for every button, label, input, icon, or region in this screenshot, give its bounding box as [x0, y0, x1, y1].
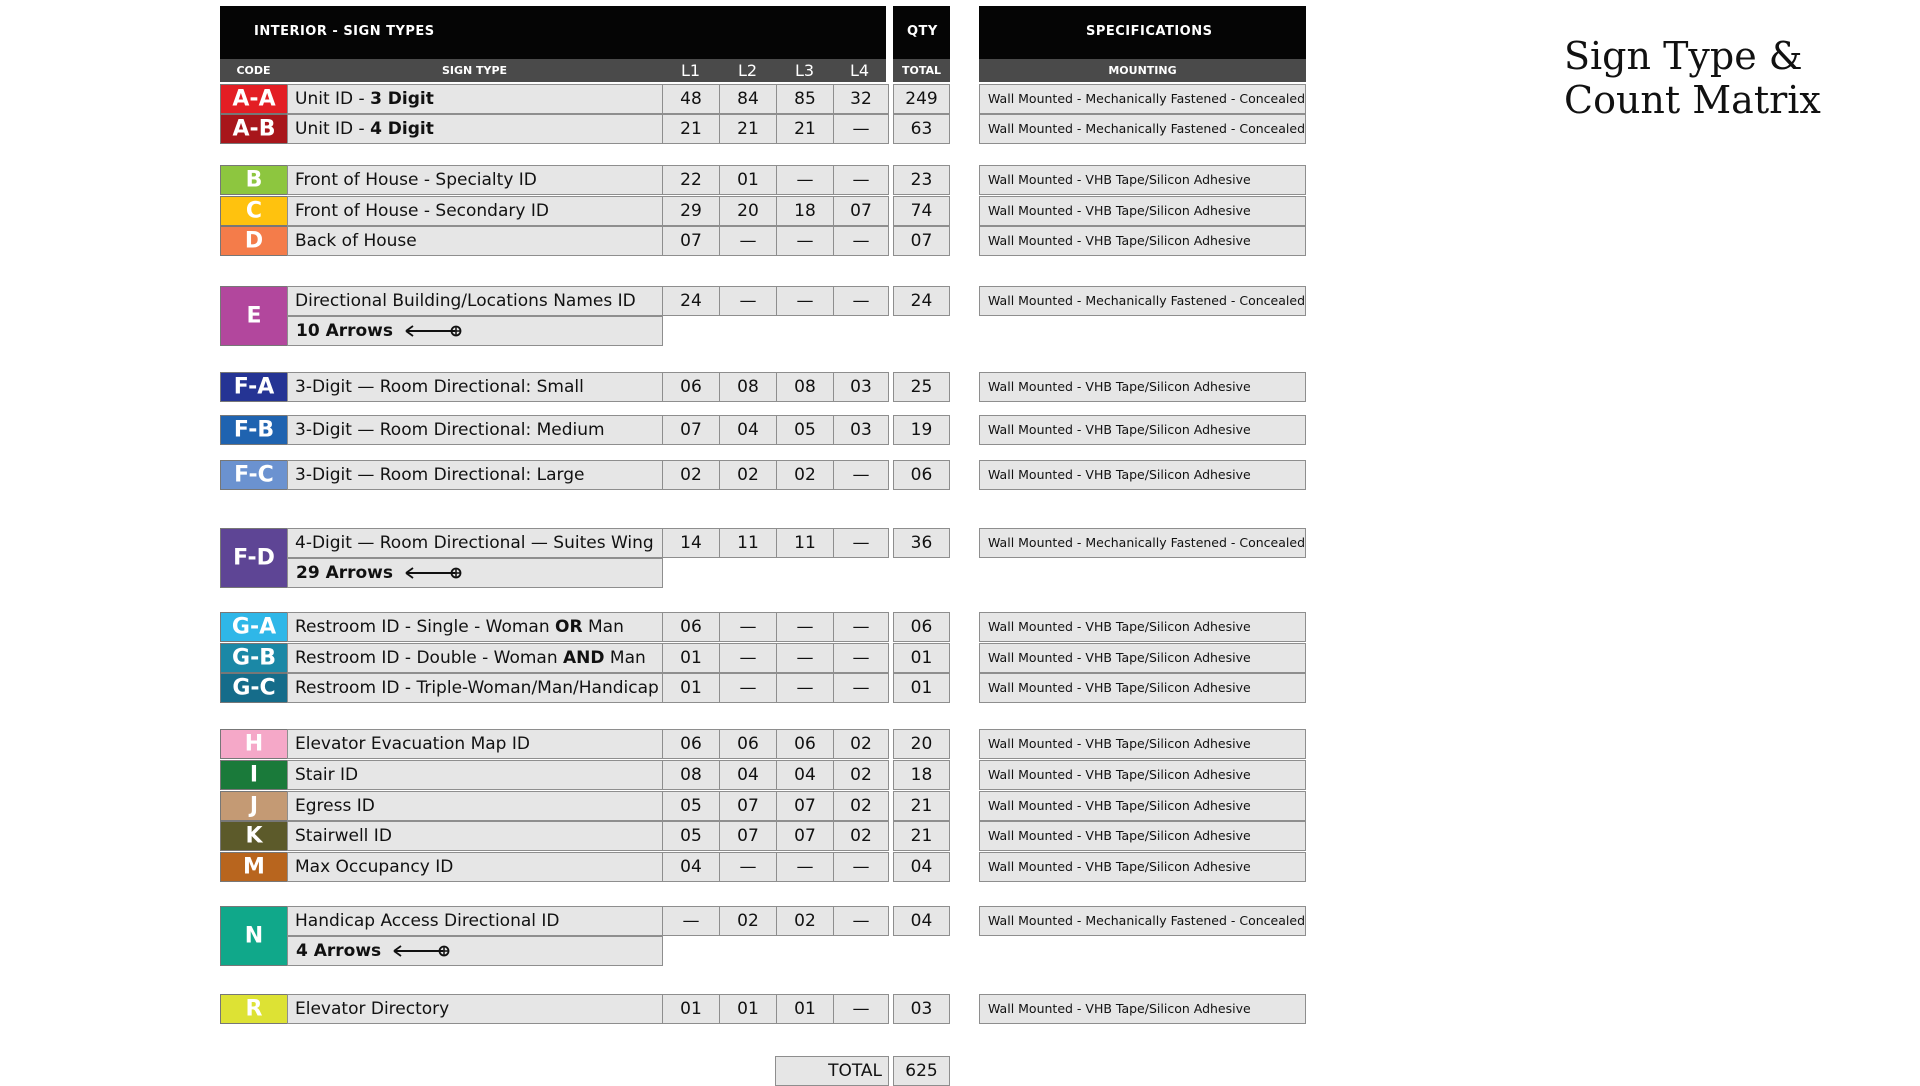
- level-count-l2: 02: [719, 906, 777, 936]
- sign-code-badge: [220, 165, 288, 195]
- sign-code-text: B: [245, 167, 263, 193]
- level-count-l2: —: [719, 612, 777, 642]
- sign-type-name-emphasis: 4 Digit: [370, 119, 434, 139]
- level-count-l2: 20: [719, 196, 777, 226]
- arrow-count-row: [287, 936, 663, 966]
- level-count-l1: 21: [662, 114, 720, 144]
- sign-code-text: G-B: [232, 645, 276, 671]
- sign-code-badge: [220, 994, 288, 1024]
- sign-code-badge: [220, 729, 288, 759]
- sign-type-name: [287, 643, 663, 673]
- sign-code-badge: [220, 643, 288, 673]
- sign-type-name: [287, 196, 663, 226]
- level-count-l4: —: [833, 460, 889, 490]
- level-count-l4: —: [833, 114, 889, 144]
- level-count-l4: 03: [833, 372, 889, 402]
- grand-total-label: TOTAL: [775, 1056, 889, 1086]
- mounting-spec: Wall Mounted - VHB Tape/Silicon Adhesive: [979, 821, 1306, 851]
- level-count-l2: 07: [719, 821, 777, 851]
- qty-header: [893, 6, 950, 60]
- sign-type-name: [287, 906, 663, 936]
- sign-code-badge: [220, 906, 288, 966]
- level-count-l3: 18: [776, 196, 834, 226]
- sign-type-name-text: 3-Digit — Room Directional: Small: [295, 377, 584, 397]
- mounting-spec: Wall Mounted - VHB Tape/Silicon Adhesive: [979, 415, 1306, 445]
- row-total: 24: [893, 286, 950, 316]
- col-l4: L4: [849, 61, 870, 80]
- mounting-spec: Wall Mounted - VHB Tape/Silicon Adhesive: [979, 791, 1306, 821]
- sign-type-name: [287, 994, 663, 1024]
- mounting-spec: Wall Mounted - VHB Tape/Silicon Adhesive: [979, 372, 1306, 402]
- sign-code-text: N: [244, 923, 264, 949]
- col-total: TOTAL: [901, 64, 942, 77]
- level-count-l1: 14: [662, 528, 720, 558]
- level-count-l1: 01: [662, 673, 720, 703]
- mounting-spec: Wall Mounted - VHB Tape/Silicon Adhesive: [979, 994, 1306, 1024]
- sign-code-badge: [220, 415, 288, 445]
- level-count-l4: 02: [833, 729, 889, 759]
- level-count-l1: 08: [662, 760, 720, 790]
- sign-type-name: [287, 114, 663, 144]
- sign-type-name: [287, 821, 663, 851]
- sign-type-name-text: Front of House - Secondary ID: [295, 201, 549, 221]
- specifications-header: [979, 6, 1306, 60]
- sign-code-text: I: [249, 762, 259, 788]
- level-count-l3: —: [776, 165, 834, 195]
- level-count-l3: 02: [776, 460, 834, 490]
- sign-type-name-text: Elevator Directory: [295, 999, 450, 1019]
- sign-code-text: C: [245, 198, 263, 224]
- sign-type-name-emphasis: OR: [555, 617, 583, 637]
- sign-type-name: [287, 673, 663, 703]
- page-title: [1564, 34, 1894, 122]
- sign-type-name: [287, 612, 663, 642]
- level-count-l1: 02: [662, 460, 720, 490]
- sign-type-name-text: Restroom ID - Double - Woman: [295, 648, 564, 668]
- sign-code-badge: [220, 286, 288, 346]
- col-mounting: MOUNTING: [1108, 64, 1177, 77]
- sign-code-badge: [220, 673, 288, 703]
- level-count-l4: 07: [833, 196, 889, 226]
- level-count-l4: —: [833, 673, 889, 703]
- level-count-l2: —: [719, 226, 777, 256]
- mounting-spec: Wall Mounted - VHB Tape/Silicon Adhesive: [979, 460, 1306, 490]
- sign-type-name-emphasis: AND: [563, 648, 605, 668]
- level-count-l4: —: [833, 906, 889, 936]
- level-count-l4: 32: [833, 84, 889, 114]
- level-count-l2: 06: [719, 729, 777, 759]
- sign-type-name-text: Unit ID -: [295, 89, 371, 109]
- level-count-l2: —: [719, 643, 777, 673]
- row-total: 04: [893, 906, 950, 936]
- row-total: 63: [893, 114, 950, 144]
- level-count-l2: 04: [719, 760, 777, 790]
- sign-type-name-text: Stairwell ID: [295, 826, 392, 846]
- sign-types-header: [220, 6, 886, 60]
- row-total: 06: [893, 460, 950, 490]
- grand-total-value: 625: [893, 1056, 950, 1086]
- mounting-spec: Wall Mounted - Mechanically Fastened - Concealed: [979, 114, 1306, 144]
- sign-code-text: F-D: [233, 545, 275, 571]
- level-count-l1: 04: [662, 852, 720, 882]
- level-count-l1: 22: [662, 165, 720, 195]
- sign-types-subheader: [220, 59, 886, 82]
- level-count-l3: 08: [776, 372, 834, 402]
- sign-type-name: [287, 372, 663, 402]
- level-count-l3: —: [776, 673, 834, 703]
- row-total: 25: [893, 372, 950, 402]
- sign-type-name-emphasis: 3 Digit: [370, 89, 434, 109]
- level-count-l1: 07: [662, 415, 720, 445]
- sign-code-badge: [220, 84, 288, 114]
- double-arrow-icon: [405, 324, 463, 338]
- level-count-l2: 01: [719, 994, 777, 1024]
- arrow-count-text: 4 Arrows: [296, 941, 382, 961]
- level-count-l3: 02: [776, 906, 834, 936]
- level-count-l1: 29: [662, 196, 720, 226]
- sign-type-name-text: Egress ID: [295, 796, 375, 816]
- arrow-count-row: [287, 316, 663, 346]
- mounting-spec: Wall Mounted - VHB Tape/Silicon Adhesive: [979, 852, 1306, 882]
- sign-code-badge: [220, 196, 288, 226]
- qty-subheader: [893, 59, 950, 82]
- sign-type-name-text: Elevator Evacuation Map ID: [295, 734, 530, 754]
- level-count-l4: 02: [833, 760, 889, 790]
- col-sign-type: SIGN TYPE: [441, 64, 508, 77]
- specifications-subheader: [979, 59, 1306, 82]
- level-count-l4: 02: [833, 821, 889, 851]
- sign-code-text: F-B: [233, 417, 275, 443]
- row-total: 249: [893, 84, 950, 114]
- sign-code-badge: [220, 760, 288, 790]
- sign-code-text: F-A: [233, 374, 275, 400]
- sign-code-text: F-C: [234, 462, 274, 488]
- sign-type-name-text: Back of House: [295, 231, 417, 251]
- level-count-l4: 03: [833, 415, 889, 445]
- arrow-count-text: 29 Arrows: [296, 563, 394, 583]
- col-l3: L3: [794, 61, 815, 80]
- sign-type-name: [287, 729, 663, 759]
- mounting-spec: Wall Mounted - VHB Tape/Silicon Adhesive: [979, 165, 1306, 195]
- level-count-l4: —: [833, 643, 889, 673]
- sign-code-badge: [220, 612, 288, 642]
- mounting-spec: Wall Mounted - Mechanically Fastened - Concealed: [979, 84, 1306, 114]
- mounting-spec: Wall Mounted - VHB Tape/Silicon Adhesive: [979, 643, 1306, 673]
- mounting-spec: Wall Mounted - VHB Tape/Silicon Adhesive: [979, 760, 1306, 790]
- sign-code-badge: [220, 821, 288, 851]
- arrow-count-text: 10 Arrows: [296, 321, 394, 341]
- sign-type-name-text: Max Occupancy ID: [295, 857, 454, 877]
- sign-code-badge: [220, 114, 288, 144]
- sign-code-badge: [220, 226, 288, 256]
- sign-code-badge: [220, 372, 288, 402]
- sign-type-name: [287, 528, 663, 558]
- sign-type-name-tail: Man: [582, 617, 624, 637]
- sign-type-name-text: Directional Building/Locations Names ID: [295, 291, 636, 311]
- level-count-l3: —: [776, 852, 834, 882]
- level-count-l4: —: [833, 994, 889, 1024]
- sign-code-text: M: [243, 854, 265, 880]
- row-total: 01: [893, 643, 950, 673]
- level-count-l4: —: [833, 852, 889, 882]
- sign-type-name-text: 3-Digit — Room Directional: Medium: [295, 420, 605, 440]
- level-count-l1: 06: [662, 612, 720, 642]
- level-count-l1: 06: [662, 372, 720, 402]
- level-count-l3: 01: [776, 994, 834, 1024]
- level-count-l1: 48: [662, 84, 720, 114]
- sign-type-name-text: Front of House - Specialty ID: [295, 170, 537, 190]
- level-count-l2: 08: [719, 372, 777, 402]
- level-count-l2: 84: [719, 84, 777, 114]
- level-count-l4: —: [833, 226, 889, 256]
- double-arrow-icon: [405, 566, 463, 580]
- level-count-l1: 05: [662, 791, 720, 821]
- sign-type-name: [287, 165, 663, 195]
- double-arrow-icon: [393, 944, 451, 958]
- sign-type-name: [287, 791, 663, 821]
- level-count-l2: 11: [719, 528, 777, 558]
- sign-code-text: A-B: [232, 116, 276, 142]
- level-count-l3: —: [776, 612, 834, 642]
- level-count-l3: 11: [776, 528, 834, 558]
- sign-type-name: [287, 760, 663, 790]
- level-count-l2: 07: [719, 791, 777, 821]
- row-total: 03: [893, 994, 950, 1024]
- sign-type-name-text: Restroom ID - Triple-Woman/Man/Handicap: [295, 678, 659, 698]
- level-count-l2: —: [719, 286, 777, 316]
- level-count-l3: —: [776, 286, 834, 316]
- row-total: 21: [893, 791, 950, 821]
- row-total: 23: [893, 165, 950, 195]
- sign-code-text: E: [246, 303, 262, 329]
- level-count-l3: 07: [776, 791, 834, 821]
- sign-code-text: A-A: [232, 86, 276, 112]
- level-count-l4: 02: [833, 791, 889, 821]
- sign-type-name-text: Handicap Access Directional ID: [295, 911, 560, 931]
- sign-type-name-text: Stair ID: [295, 765, 359, 785]
- level-count-l3: 06: [776, 729, 834, 759]
- section-title: INTERIOR - SIGN TYPES: [254, 24, 435, 39]
- sign-type-name: [287, 460, 663, 490]
- qty-title: QTY: [907, 24, 938, 39]
- level-count-l2: 02: [719, 460, 777, 490]
- row-total: 36: [893, 528, 950, 558]
- level-count-l1: 05: [662, 821, 720, 851]
- mounting-spec: Wall Mounted - Mechanically Fastened - Concealed: [979, 286, 1306, 316]
- level-count-l3: 85: [776, 84, 834, 114]
- level-count-l3: 04: [776, 760, 834, 790]
- level-count-l3: 07: [776, 821, 834, 851]
- level-count-l3: 21: [776, 114, 834, 144]
- sign-type-name: [287, 286, 663, 316]
- mounting-spec: Wall Mounted - VHB Tape/Silicon Adhesive: [979, 612, 1306, 642]
- mounting-spec: Wall Mounted - VHB Tape/Silicon Adhesive: [979, 226, 1306, 256]
- level-count-l2: —: [719, 673, 777, 703]
- col-l2: L2: [737, 61, 758, 80]
- specifications-title: SPECIFICATIONS: [1086, 24, 1213, 39]
- sign-code-text: D: [244, 228, 264, 254]
- level-count-l3: —: [776, 643, 834, 673]
- level-count-l1: 01: [662, 994, 720, 1024]
- level-count-l4: —: [833, 528, 889, 558]
- sign-type-name-text: 3-Digit — Room Directional: Large: [295, 465, 585, 485]
- level-count-l3: —: [776, 226, 834, 256]
- sign-code-badge: [220, 791, 288, 821]
- mounting-spec: Wall Mounted - VHB Tape/Silicon Adhesive: [979, 729, 1306, 759]
- col-l1: L1: [680, 61, 701, 80]
- row-total: 06: [893, 612, 950, 642]
- row-total: 04: [893, 852, 950, 882]
- sign-type-name: [287, 852, 663, 882]
- sign-code-text: G-C: [232, 675, 276, 701]
- row-total: 74: [893, 196, 950, 226]
- sign-code-text: G-A: [231, 614, 277, 640]
- level-count-l2: 21: [719, 114, 777, 144]
- level-count-l1: —: [662, 906, 720, 936]
- level-count-l4: —: [833, 165, 889, 195]
- sign-type-name-text: 4-Digit — Room Directional — Suites Wing: [295, 533, 654, 553]
- level-count-l1: 01: [662, 643, 720, 673]
- sign-code-text: R: [245, 996, 263, 1022]
- mounting-spec: Wall Mounted - VHB Tape/Silicon Adhesive: [979, 673, 1306, 703]
- level-count-l1: 07: [662, 226, 720, 256]
- sign-code-text: J: [249, 793, 259, 819]
- row-total: 18: [893, 760, 950, 790]
- page-title-text: Sign Type & Count Matrix: [1564, 34, 1821, 122]
- row-total: 21: [893, 821, 950, 851]
- mounting-spec: Wall Mounted - Mechanically Fastened - Concealed: [979, 906, 1306, 936]
- level-count-l3: 05: [776, 415, 834, 445]
- mounting-spec: Wall Mounted - Mechanically Fastened - Concealed: [979, 528, 1306, 558]
- sign-type-name: [287, 226, 663, 256]
- sign-type-name-text: Restroom ID - Single - Woman: [295, 617, 556, 637]
- row-total: 19: [893, 415, 950, 445]
- sign-type-name-text: Unit ID -: [295, 119, 371, 139]
- level-count-l4: —: [833, 612, 889, 642]
- sign-code-text: K: [245, 823, 263, 849]
- row-total: 20: [893, 729, 950, 759]
- sign-code-badge: [220, 852, 288, 882]
- mounting-spec: Wall Mounted - VHB Tape/Silicon Adhesive: [979, 196, 1306, 226]
- level-count-l1: 06: [662, 729, 720, 759]
- level-count-l4: —: [833, 286, 889, 316]
- level-count-l2: 04: [719, 415, 777, 445]
- row-total: 07: [893, 226, 950, 256]
- sign-type-name: [287, 84, 663, 114]
- sign-type-name-tail: Man: [604, 648, 646, 668]
- row-total: 01: [893, 673, 950, 703]
- sign-code-badge: [220, 460, 288, 490]
- level-count-l2: —: [719, 852, 777, 882]
- col-code: CODE: [236, 64, 271, 77]
- level-count-l1: 24: [662, 286, 720, 316]
- sign-code-badge: [220, 528, 288, 588]
- arrow-count-row: [287, 558, 663, 588]
- level-count-l2: 01: [719, 165, 777, 195]
- sign-code-text: H: [244, 731, 264, 757]
- sign-type-name: [287, 415, 663, 445]
